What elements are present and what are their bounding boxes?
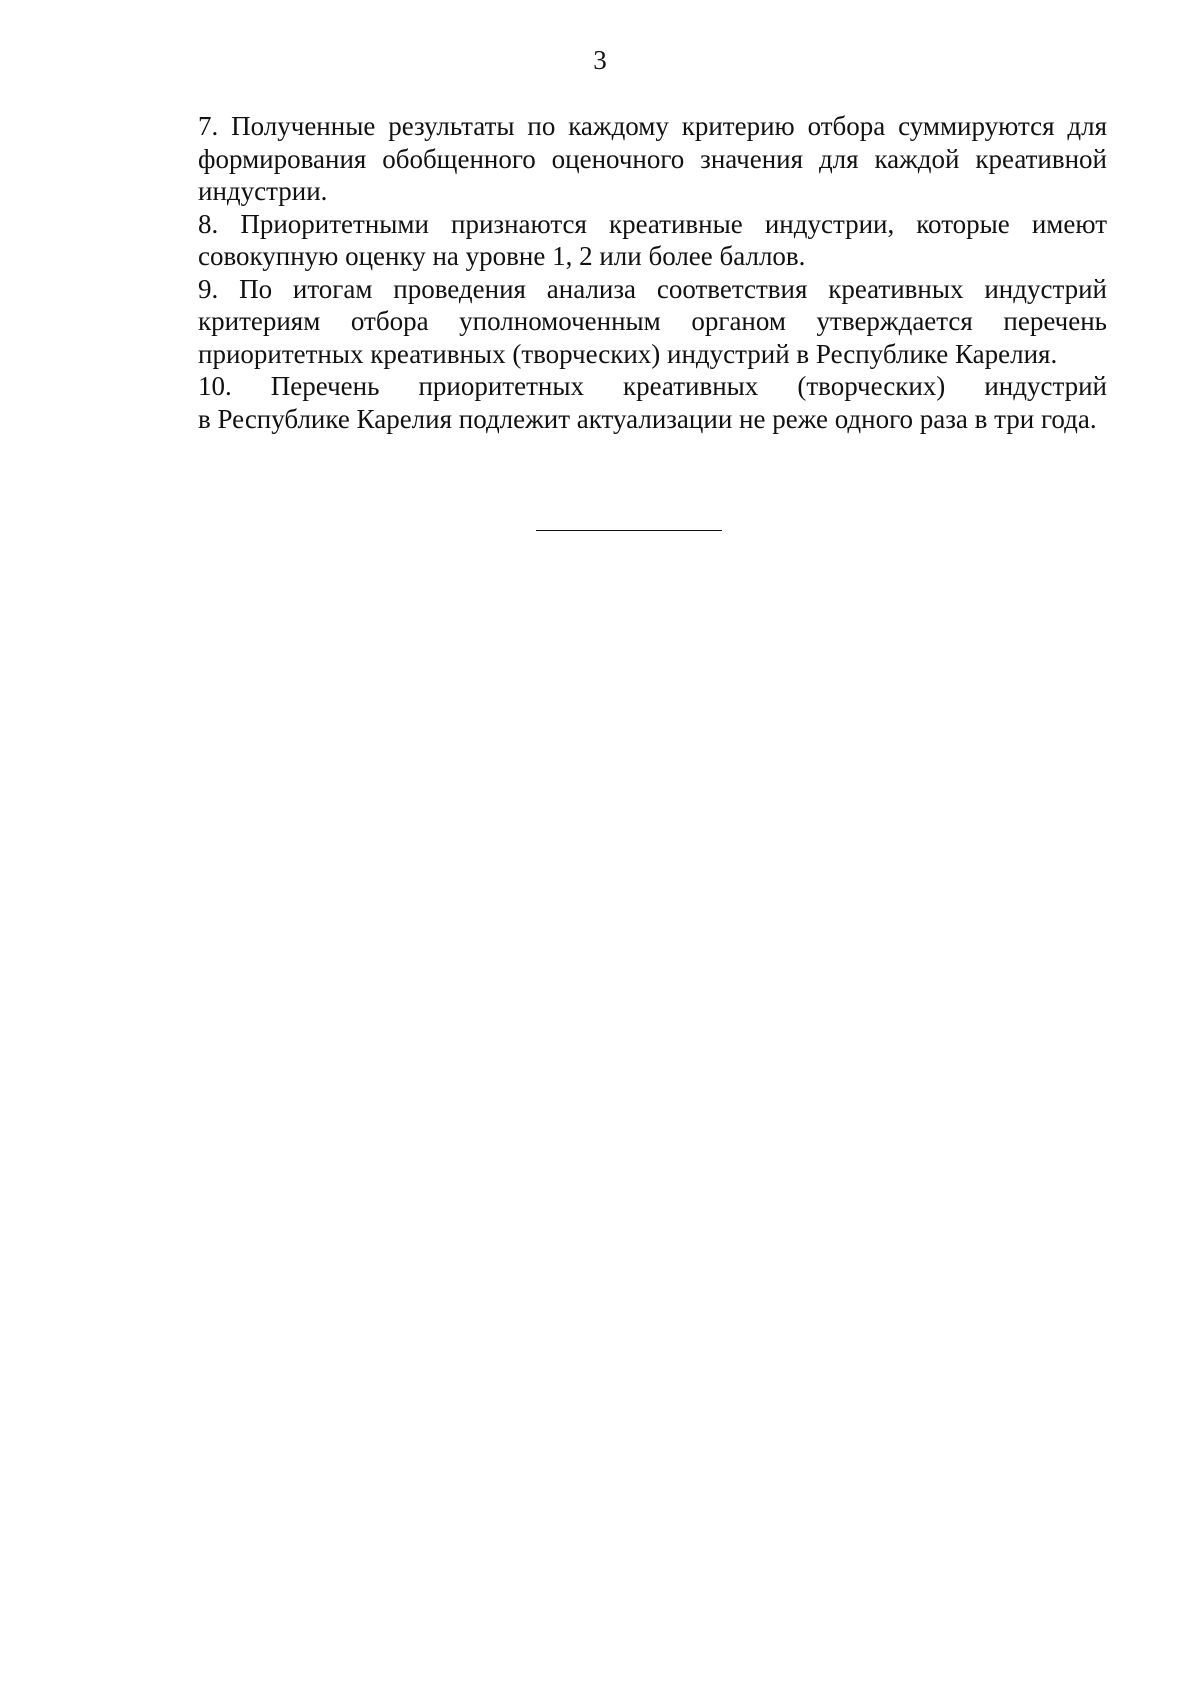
paragraph-line: 10. Перечень приоритетных креативных (творческих) индустрий [198,371,1107,401]
paragraph-line: 9. По итогам проведения анализа соответствия креативных индустрий [198,273,1107,304]
paragraph-8 [143,208,1107,273]
paragraph-9 [143,273,1107,371]
paragraph-7 [143,110,1107,208]
paragraph-line: 7. Полученные результаты по каждому критерию отбора суммируются для [198,111,1107,141]
paragraph-line: в Республике Карелия подлежит актуализации не реже одного раза в три года. [198,403,1097,434]
page-number: 3 [593,45,607,75]
paragraph-line: формирования обобщенного оценочного значения для каждой креативной [198,143,1107,174]
paragraph-line: 8. Приоритетными признаются креативные индустрии, которые имеют [198,208,1107,239]
paragraph-line: индустрии. [198,176,328,206]
paragraph-line: приоритетных креативных (творческих) индустрий в Республике Карелия. [198,338,1058,369]
paragraph-line: совокупную оценку на уровне 1, 2 или более баллов. [198,241,806,271]
document-body [143,110,1107,435]
end-separator-line [536,530,722,531]
paragraph-line: критериям отбора уполномоченным органом утверждается перечень [198,306,1107,336]
paragraph-10 [143,370,1107,435]
